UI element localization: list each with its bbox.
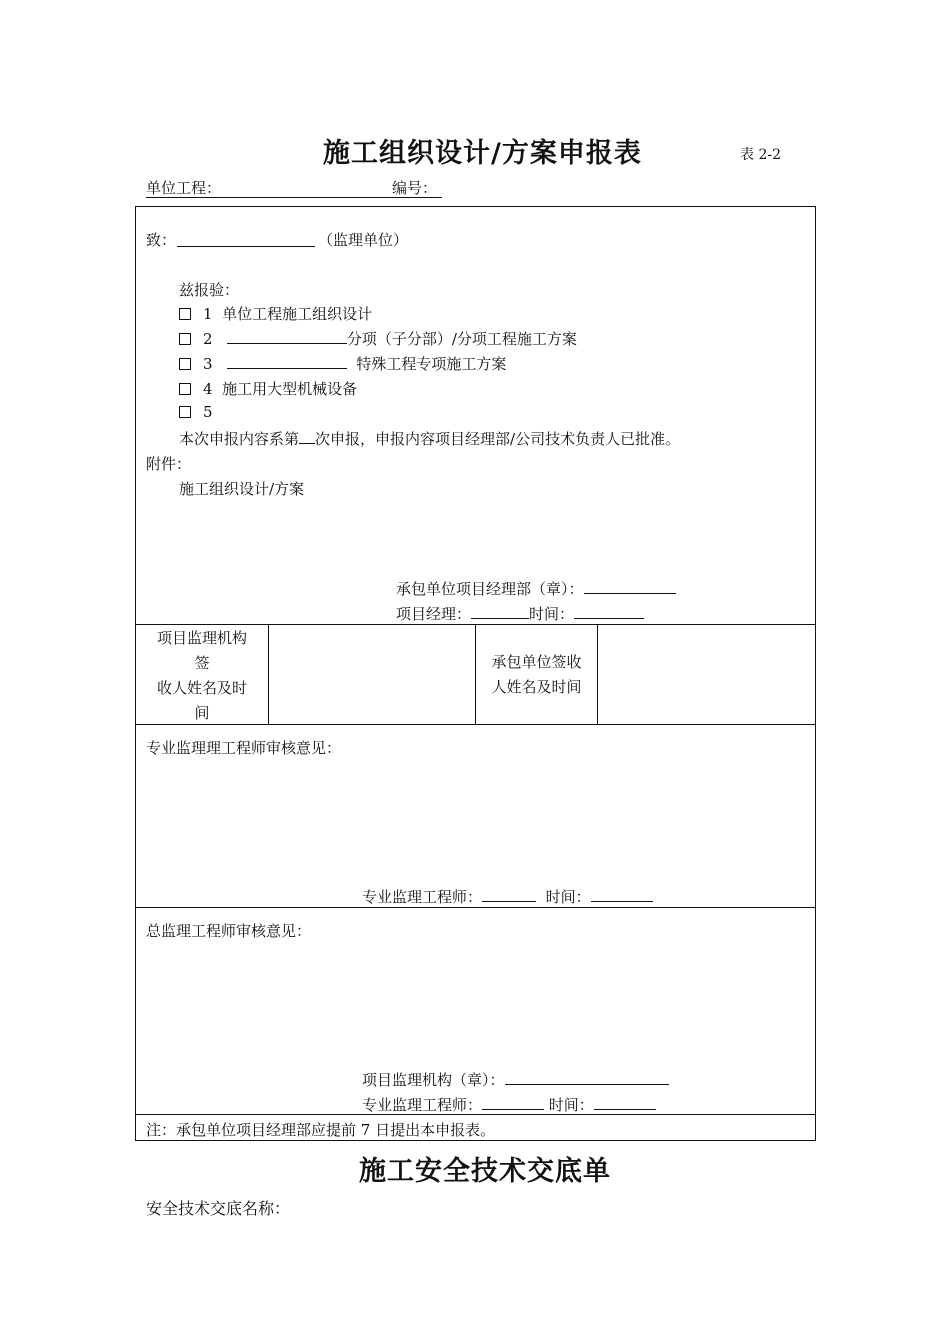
note: 注：承包单位项目经理部应提前 7 日提出本申报表。 [146, 1121, 496, 1139]
contractor-seal-field[interactable] [584, 579, 676, 594]
attachment-label: 附件： [146, 455, 192, 473]
sign-label-line: 人姓名及时间 [491, 678, 582, 696]
item-blank[interactable] [227, 329, 347, 344]
item-2 [179, 328, 577, 349]
time-field[interactable] [594, 1095, 656, 1110]
item-checkbox[interactable] [179, 358, 191, 370]
contractor-seal-label: 承包单位项目经理部（章）： [396, 580, 584, 598]
contractor-seal [396, 578, 676, 599]
time-label: 时间： [529, 605, 575, 623]
pm-line [396, 603, 644, 624]
form-code: 表 2-2 [740, 147, 781, 163]
item-checkbox[interactable] [179, 406, 191, 418]
specialist-review-label: 专业监理理工程师审核意见： [146, 739, 342, 757]
contractor-sign-field[interactable] [598, 625, 814, 724]
seal-label: 项目监理机构（章）： [362, 1071, 505, 1089]
time-label: 时间： [545, 888, 591, 906]
chief-review-label: 总监理工程师审核意见： [146, 922, 312, 940]
chief-seal-line [362, 1069, 669, 1090]
sign-label-line: 项目监理机构 [156, 629, 247, 647]
specialist-sign-line [362, 886, 653, 907]
item-text: 单位工程施工组织设计 [222, 305, 373, 323]
form-title: 施工组织设计/方案申报表 [323, 138, 642, 169]
item-number: 5 [203, 403, 213, 421]
supervision-sign-label [136, 626, 268, 726]
serial-label: 编号： [392, 179, 438, 197]
statement [179, 428, 680, 449]
item-4 [179, 378, 357, 399]
engineer-field[interactable] [482, 1095, 544, 1110]
contractor-sign-label [476, 650, 597, 700]
item-number: 4 [203, 380, 213, 398]
specialist-review-field[interactable] [146, 760, 806, 875]
sign-label-line: 间 [194, 704, 210, 722]
time-field[interactable] [591, 887, 653, 902]
count-blank[interactable] [299, 430, 315, 444]
attachment-content: 施工组织设计/方案 [179, 480, 305, 498]
report-intro: 兹报验： [179, 281, 240, 299]
seal-field[interactable] [505, 1070, 669, 1085]
to-suffix: （监理单位） [318, 231, 409, 249]
statement-before: 本次申报内容系第 [179, 430, 300, 448]
item-text: 施工用大型机械设备 [222, 380, 358, 398]
chief-sign-line [362, 1094, 656, 1115]
pm-label: 项目经理： [396, 605, 472, 623]
item-1 [179, 303, 372, 324]
item-blank[interactable] [227, 354, 347, 369]
item-number: 3 [203, 355, 213, 373]
item-5 [179, 403, 213, 421]
item-3 [179, 353, 506, 374]
sign-label-line: 收人姓名及时 [156, 679, 247, 697]
item-checkbox[interactable] [179, 308, 191, 320]
sign-label-line: 签 [194, 654, 210, 672]
time-field[interactable] [574, 604, 644, 619]
unit-project-label: 单位工程： [146, 179, 222, 197]
item-checkbox[interactable] [179, 383, 191, 395]
item-text: 分项（子分部）/分项工程施工方案 [346, 330, 577, 348]
pm-field[interactable] [471, 604, 529, 619]
item-checkbox[interactable] [179, 333, 191, 345]
second-name-label: 安全技术交底名称： [146, 1199, 291, 1218]
to-field[interactable] [177, 229, 315, 247]
time-label: 时间： [548, 1096, 594, 1114]
supervision-sign-field[interactable] [269, 625, 474, 724]
to-label: 致： [146, 231, 177, 249]
engineer-field[interactable] [482, 887, 536, 902]
sign-label-line: 承包单位签收 [491, 653, 582, 671]
chief-review-field[interactable] [146, 943, 806, 1058]
item-text: 特殊工程专项施工方案 [356, 355, 507, 373]
engineer-label: 专业监理工程师： [362, 1096, 483, 1114]
statement-after: 次申报，申报内容项目经理部/公司技术负责人已批准。 [315, 430, 681, 448]
row-divider [135, 907, 816, 908]
item-number: 1 [203, 305, 213, 323]
item-number: 2 [203, 330, 213, 348]
second-title: 施工安全技术交底单 [359, 1156, 611, 1187]
engineer-label: 专业监理工程师： [362, 888, 483, 906]
